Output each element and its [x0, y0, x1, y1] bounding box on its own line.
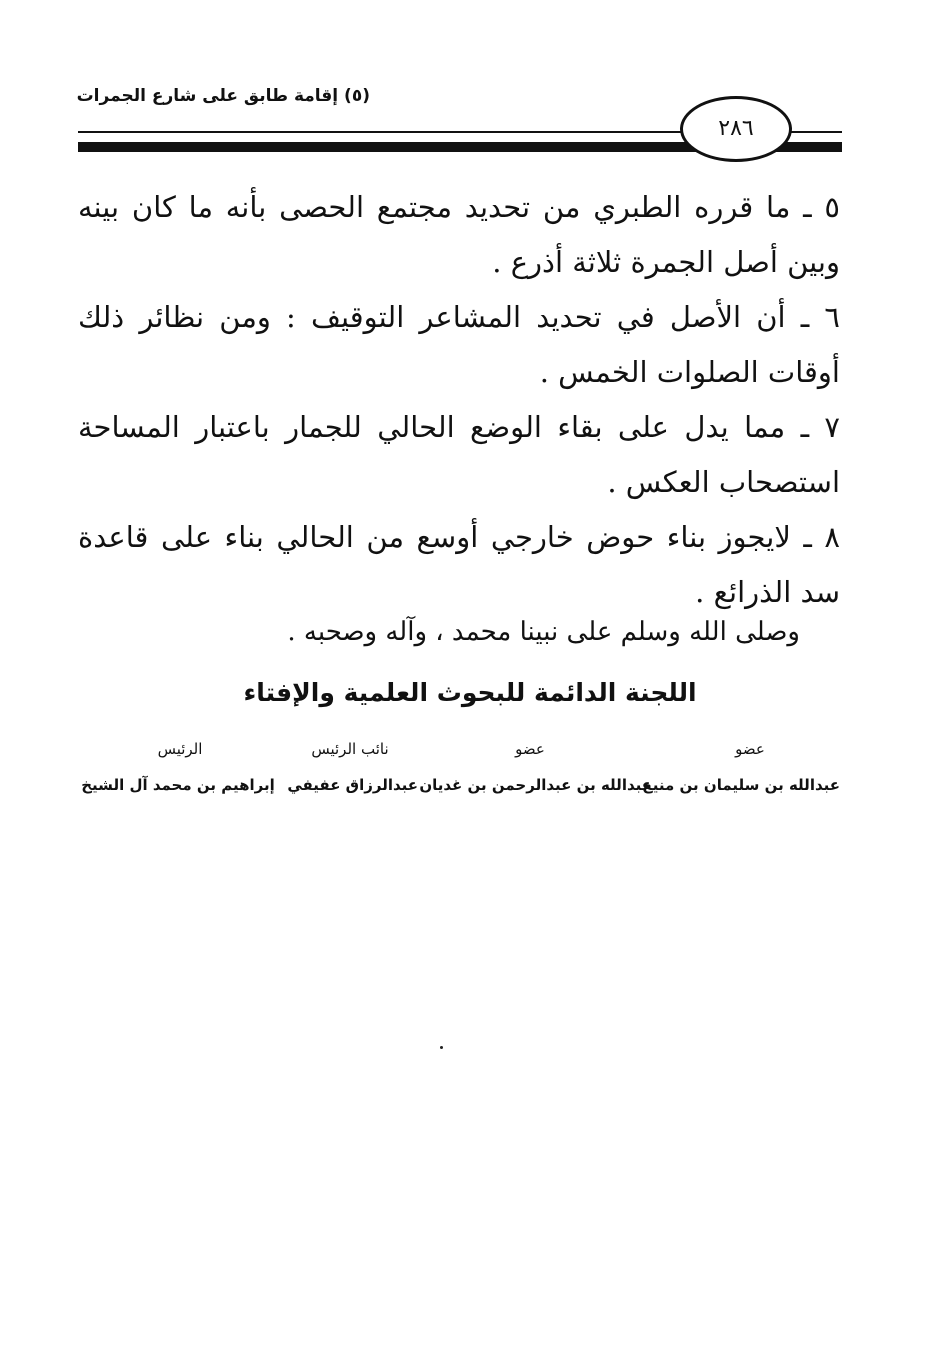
paragraph-item-6: ٦ ـ أن الأصل في تحديد المشاعر التوقيف : ومن نظائر ذلك أوقات الصلوات الخمس . [78, 300, 840, 389]
closing-prayer: وصلى الله وسلم على نبينا محمد ، وآله وصحبه . [287, 617, 800, 647]
signatory-role: نائب الرئيس [311, 740, 389, 758]
signatory-name: إبراهيم بن محمد آل الشيخ [81, 776, 275, 794]
signatory-name: عبدالله بن عبدالرحمن بن غديان [419, 776, 652, 794]
signatory-names-row [0, 776, 940, 806]
signatory-roles-row [0, 740, 940, 770]
page-number-oval [680, 96, 792, 162]
committee-title: اللجنة الدائمة للبحوث العلمية والإفتاء [243, 678, 697, 707]
signatory-name: عبدالله بن سليمان بن منيع [642, 776, 840, 794]
signatory-role: عضو [735, 740, 765, 758]
body-text [78, 180, 840, 620]
stray-dot-mark [440, 1046, 443, 1049]
running-title: (٥) إقامة طابق على شارع الجمرات [76, 86, 370, 106]
paragraph-item-5: ٥ ـ ما قرره الطبري من تحديد مجتمع الحصى بأنه ما كان بينه وبين أصل الجمرة ثلاثة أذرع . [78, 190, 840, 279]
signatory-name: عبدالرزاق عفيفي [287, 776, 418, 794]
page-number: ٢٨٦ [718, 115, 754, 141]
paragraph-item-8: ٨ ـ لايجوز بناء حوض خارجي أوسع من الحالي بناء على قاعدة سد الذرائع . [78, 520, 840, 609]
signatory-role: عضو [515, 740, 545, 758]
signatory-role: الرئيس [157, 740, 203, 758]
paragraph-item-7: ٧ ـ مما يدل على بقاء الوضع الحالي للجمار باعتبار المساحة استصحاب العكس . [78, 410, 840, 499]
